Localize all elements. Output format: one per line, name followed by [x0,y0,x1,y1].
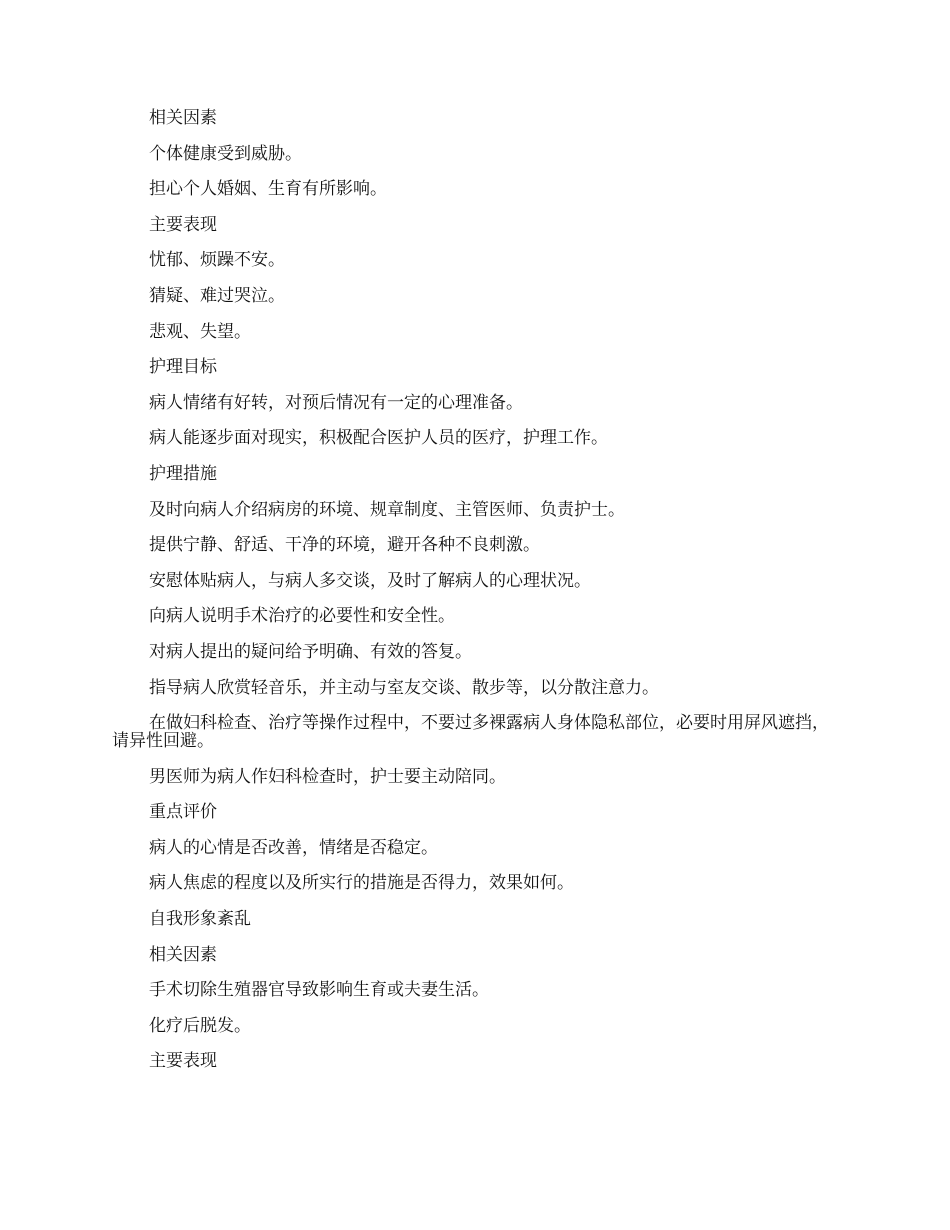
paragraph-11: 护理措施 [149,463,217,484]
paragraph-8: 护理目标 [149,357,217,378]
paragraph-19: 男医师为病人作妇科检查时，护士要主动陪同。 [149,766,506,787]
paragraph-10: 病人能逐步面对现实，积极配合医护人员的医疗，护理工作。 [149,428,608,449]
paragraph-21: 病人的心情是否改善，情绪是否稳定。 [149,837,438,858]
paragraph-17: 指导病人欣赏轻音乐，并主动与室友交谈、散步等，以分散注意力。 [149,677,659,698]
paragraph-24: 相关因素 [149,944,217,965]
paragraph-4: 主要表现 [149,214,217,235]
paragraph-22: 病人焦虑的程度以及所实行的措施是否得力，效果如何。 [149,873,574,894]
document-body [112,109,842,1088]
paragraph-15: 向病人说明手术治疗的必要性和安全性。 [149,606,455,627]
paragraph-1: 相关因素 [149,108,217,128]
paragraph-27: 主要表现 [149,1051,217,1072]
paragraph-7: 悲观、失望。 [149,321,251,342]
paragraph-2: 个体健康受到威胁。 [149,143,302,164]
paragraph-14: 安慰体贴病人，与病人多交谈，及时了解病人的心理状况。 [149,570,591,591]
paragraph-13: 提供宁静、舒适、干净的环境，避开各种不良刺激。 [149,535,540,556]
paragraph-26: 化疗后脱发。 [149,1015,251,1036]
paragraph-5: 忧郁、烦躁不安。 [149,250,285,271]
paragraph-18: 在做妇科检查、治疗等操作过程中，不要过多裸露病人身体隐私部位，必要时用屏风遮挡，请异性回避。 [112,713,829,752]
paragraph-3: 担心个人婚姻、生育有所影响。 [149,179,387,200]
paragraph-9: 病人情绪有好转，对预后情况有一定的心理准备。 [149,392,523,413]
paragraph-25: 手术切除生殖器官导致影响生育或夫妻生活。 [149,980,489,1001]
paragraph-12: 及时向病人介绍病房的环境、规章制度、主管医师、负责护士。 [149,499,625,520]
paragraph-16: 对病人提出的疑问给予明确、有效的答复。 [149,641,472,662]
paragraph-23: 自我形象紊乱 [149,909,251,930]
paragraph-6: 猜疑、难过哭泣。 [149,285,285,306]
paragraph-20: 重点评价 [149,802,217,823]
